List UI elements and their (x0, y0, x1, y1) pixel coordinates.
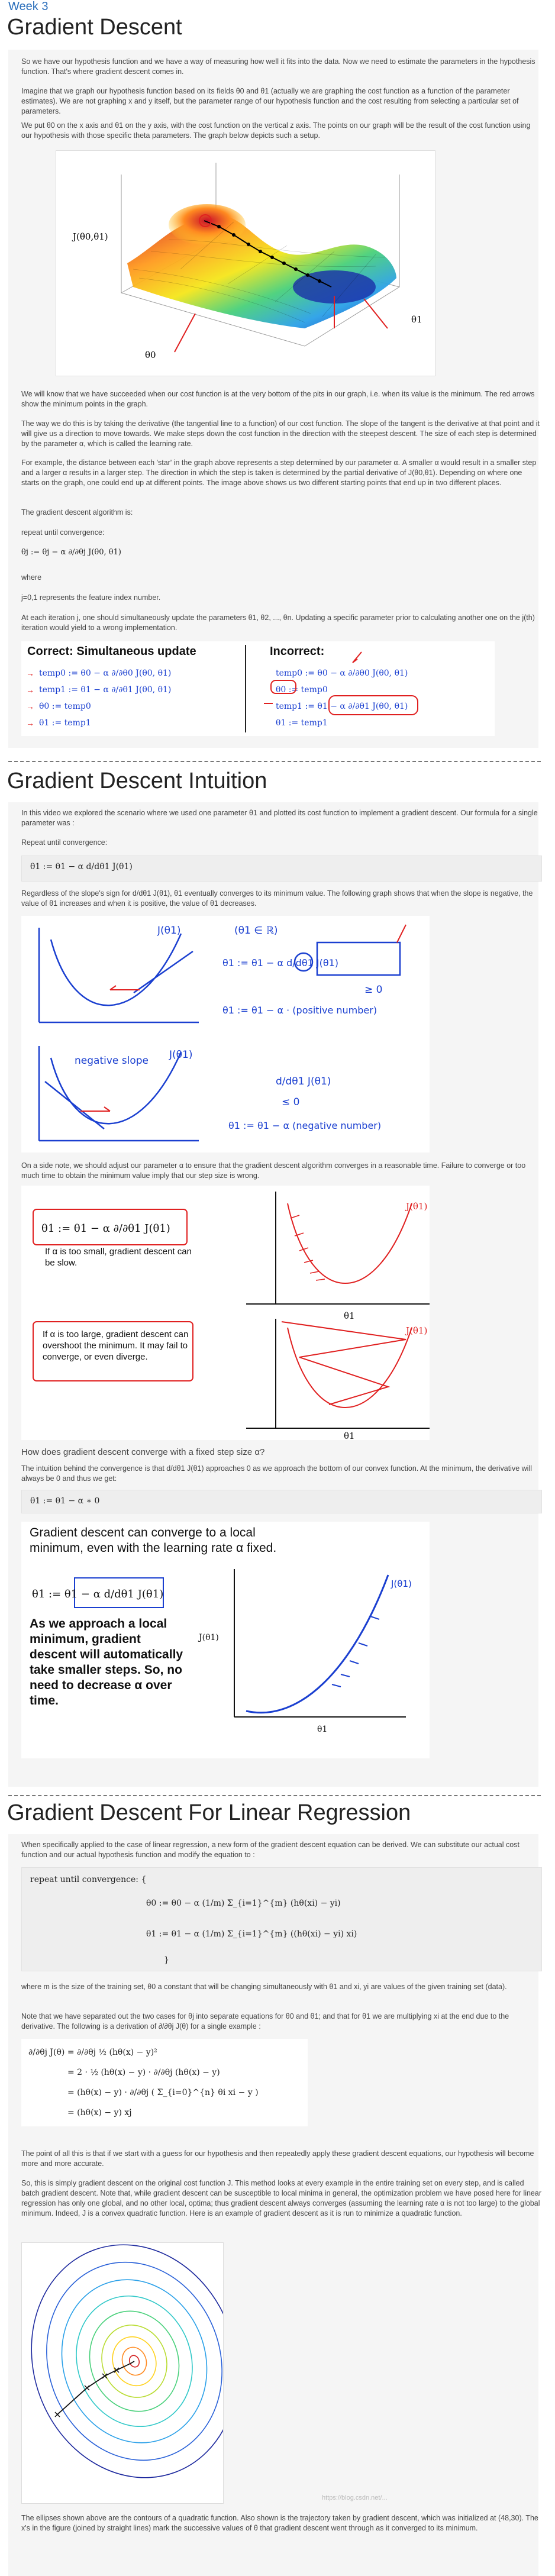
red-arrows: → → → → (26, 669, 34, 728)
negative-update-label: θ1 := θ1 − α (negative number) (228, 1120, 382, 1131)
incorrect-line: temp1 := θ1 − α ∂/∂θ1 J(θ0, θ1) (276, 702, 408, 711)
paragraph: The way we do this is by taking the derivative (the tangential line to a function) of our cost function. The slope of the tangent is the derivative at that point and it will give us a direction to move towards. We make steps down the cost function in the direction with the steepest descent. The size of each step is determined by the parameter α, which is called the learning rate. (21, 419, 540, 448)
alpha-small-caption: If α is too small, gradient descent can be slow. (45, 1247, 192, 1268)
correct-title: Correct: Simultaneous update (27, 645, 196, 658)
paragraph: repeat until convergence: (21, 528, 105, 537)
update-rule: θj := θj − α ∂/∂θj J(θ0, θ1) (21, 548, 121, 557)
correct-line: temp1 := θ1 − α ∂/∂θ1 J(θ0, θ1) (39, 685, 172, 695)
paragraph: So, this is simply gradient descent on the original cost function J. This method looks at every example in the entire training set on every step, and is called batch gradient descent. Note that, while gradient descent can be susceptible to local minima in general, the optimization problem we have posed here for linear regression has only one global, and no other local, optima; thus gradient descent always converges (assuming the learning rate α is not too large) to the global minimum. Indeed, J is a convex quadratic function. Here is an example of gradient descent as it is run to minimize a quadratic function. (21, 2179, 541, 2217)
theta-range-label: (θ1 ∈ ℝ) (234, 925, 278, 937)
paragraph: where (21, 573, 42, 582)
paragraph: On a side note, we should adjust our parameter α to ensure that the gradient descent algorithm converges in a reasonable time. Failure to converge or too much time to obtain the minimum value imply that our step size is wrong. (21, 1161, 526, 1180)
fixed-alpha-caption: Gradient descent can converge to a local minimum, even with the learning rate α fixed. (30, 1526, 277, 1555)
section-title-gradient-descent: Gradient Descent (7, 15, 182, 40)
incorrect-line: θ1 := temp1 (276, 718, 328, 728)
section-title-intuition: Gradient Descent Intuition (7, 769, 267, 793)
paragraph: In this video we explored the scenario where we used one parameter θ1 and plotted its cost function to implement a gradient descent. Our formula for a single parameter was : (21, 809, 538, 827)
learning-rate-figure (21, 1186, 430, 1440)
paragraph: When specifically applied to the case of linear regression, a new form of the gradient descent equation can be derived. We can substitute our actual cost function and our actual hypothesis function and modify the equation to : (21, 1841, 519, 1859)
derivation-line: = (hθ(x) − y) xj (67, 2108, 132, 2117)
smaller-steps-caption: As we approach a local minimum, gradient descent will automatically take smaller steps. So, no need to decrease α over time. (30, 1617, 183, 1707)
repeat-label: repeat until convergence: { (30, 1875, 147, 1884)
paragraph: Imagine that we graph our hypothesis function based on its fields θ0 and θ1 (actually we are graphing the cost function as a function of the parameter estimates). We are not graphing x and y itself, but the parameter range of our hypothesis function and the cost resulting from selecting a particular set of parameters. (21, 87, 519, 115)
paragraph: The ellipses shown above are the contours of a quadratic function. Also shown is the trajectory taken by gradient descent, which was initialized at (48,30). The x's in the figure (joined by straight lines) mark the successive values of θ that gradient descent went through as it converged to its minimum. (21, 2514, 538, 2532)
paragraph: Repeat until convergence: (21, 838, 108, 847)
section-linear-regression (8, 1834, 541, 2576)
derivation-line: = 2 · ½ (hθ(x) − y) · ∂/∂θj (hθ(x) − y) (67, 2068, 220, 2077)
z-axis-label: J(θ0,θ1) (73, 231, 108, 242)
section-divider (8, 1795, 541, 1796)
theta-axis-label: θ1 (317, 1725, 328, 1734)
close-brace: } (164, 1955, 169, 1965)
derivation-block (21, 2039, 308, 2126)
alpha-large-caption: If α is too large, gradient descent can overshoot the minimum. It may fail to converge, or even diverge. (43, 1329, 189, 1362)
paragraph: The gradient descent algorithm is: (21, 508, 133, 517)
paragraph: where m is the size of the training set, θ0 a constant that will be changing simultaneously with θ1 and xi, yi are values of the given training set (data). (21, 1983, 507, 1991)
linreg-rules-box (21, 1867, 542, 1971)
watermark-text: https://blog.csdn.net/... (322, 2494, 388, 2501)
paragraph: So we have our hypothesis function and we have a way of measuring how well it fits into the data. Now we need to estimate the parameters in the hypothesis function. That's where gradient descent comes in. (21, 57, 535, 76)
negative-slope-label: negative slope (75, 1055, 149, 1067)
divider-line (245, 645, 246, 732)
j-label-top: J(θ1) (406, 1201, 428, 1212)
section-divider (8, 761, 541, 762)
section-gradient-descent (8, 50, 538, 748)
paragraph: We put θ0 on the x axis and θ1 on the y axis, with the cost function on the vertical z axis. The points on our graph will be the result of the cost function using our hypothesis with those specific theta parameters. The graph below depicts such a setup. (21, 121, 531, 140)
fixed-alpha-rule: θ1 := θ1 − α d/dθ1 J(θ1) (32, 1588, 164, 1600)
fixed-alpha-figure (21, 1522, 430, 1758)
paragraph: For example, the distance between each 'star' in the graph above represents a step determined by our parameter α. A smaller α would result in a smaller step and a larger α results in a larger step. The direction in which the step is taken is determined by the partial derivative of J(θ0,θ1). Depending on where one starts on the graph, one could end up at different points. The image above shows us two different starting points that end up in two different places. (21, 459, 537, 487)
paragraph: The intuition behind the convergence is that d/dθ1 J(θ1) approaches 0 as we approach the bottom of our convex function. At the minimum, the derivative will always be 0 and thus we get: (21, 1464, 532, 1483)
update-label: θ1 := θ1 − α d/dθ1 J(θ1) (222, 957, 339, 969)
j-handwritten-label: J(θ1) (391, 1578, 412, 1589)
derivative-label: d/dθ1 J(θ1) (276, 1076, 331, 1087)
single-param-rule: θ1 := θ1 − α d/dθ1 J(θ1) (21, 856, 542, 882)
rule-small: θ1 := θ1 − α ∂/∂θ1 J(θ1) (41, 1222, 170, 1235)
correct-line: θ1 := temp1 (39, 718, 91, 728)
x-axis-label: θ0 (145, 350, 156, 360)
paragraph: Note that we have separated out the two cases for θj into separate equations for θ0 and θ1; and that for θ1 we are multiplying xi at the end due to the derivative. The following is a derivation of ∂/∂θj J(θ) for a single example : (21, 2012, 509, 2031)
section-intuition (8, 802, 538, 1787)
derivation-line: = (hθ(x) − y) · ∂/∂θj ( Σ_{i=0}^{n} θi xi − y ) (67, 2088, 259, 2097)
nonneg-label: ≥ 0 (364, 984, 383, 996)
contour-figure (21, 2242, 224, 2504)
nonpos-label: ≤ 0 (282, 1096, 300, 1108)
j-theta-label: J(θ1) (157, 925, 181, 937)
paragraph: j=0,1 represents the feature index number. (21, 593, 161, 602)
section-title-linear-regression: Gradient Descent For Linear Regression (7, 1800, 411, 1825)
derivation-line: ∂/∂θj J(θ) = ∂/∂θj ½ (hθ(x) − y)² (28, 2048, 157, 2057)
question-heading: How does gradient descent converge with a fixed step size α? (21, 1447, 265, 1457)
theta-label-bottom: θ1 (344, 1431, 355, 1440)
j-axis-label: J(θ1) (199, 1633, 219, 1642)
correct-block (39, 665, 234, 731)
paragraph: Regardless of the slope's sign for d/dθ1 J(θ1), θ1 eventually converges to its minimum value. The following graph shows that when the slope is negative, the value of θ1 increases and when it is positive, the value of θ1 decreases. (21, 889, 533, 908)
j-label-bottom: J(θ1) (406, 1325, 428, 1336)
theta1-rule: θ1 := θ1 − α (1/m) Σ_{i=1}^{m} ((hθ(xi) − yi) xi) (146, 1929, 357, 1939)
theta0-rule: θ0 := θ0 − α (1/m) Σ_{i=1}^{m} (hθ(xi) − yi) (146, 1899, 341, 1908)
week-link[interactable]: Week 3 (8, 0, 49, 13)
correct-line: θ0 := temp0 (39, 702, 91, 711)
zero-derivative-rule: θ1 := θ1 − α ∗ 0 (21, 1490, 542, 1513)
positive-update-label: θ1 := θ1 − α · (positive number) (222, 1005, 377, 1016)
paragraph: We will know that we have succeeded when our cost function is at the very bottom of the pits in our graph, i.e. when its value is the minimum. The red arrows show the minimum points in the graph. (21, 390, 535, 408)
incorrect-line: θ0 := temp0 (276, 685, 328, 695)
slope-sign-figure (21, 916, 430, 1153)
cost-surface-figure (56, 150, 435, 376)
simultaneous-update-figure (21, 641, 495, 736)
incorrect-title: Incorrect: (270, 645, 325, 658)
paragraph: At each iteration j, one should simultaneously update the parameters θ1, θ2, ..., θn. Updating a specific parameter prior to calculating another one on the j(th) iteration would yield to a wrong implementation. (21, 614, 535, 632)
paragraph: The point of all this is that if we start with a guess for our hypothesis and then repeatedly apply these gradient descent equations, our hypothesis will become more and more accurate. (21, 2149, 534, 2168)
correct-line: temp0 := θ0 − α ∂/∂θ0 J(θ0, θ1) (39, 669, 172, 678)
y-axis-label: θ1 (411, 314, 422, 325)
incorrect-line: temp0 := θ0 − α ∂/∂θ0 J(θ0, θ1) (276, 669, 408, 678)
j-theta-label-2: J(θ1) (169, 1049, 193, 1061)
theta-label-top: θ1 (344, 1310, 355, 1321)
